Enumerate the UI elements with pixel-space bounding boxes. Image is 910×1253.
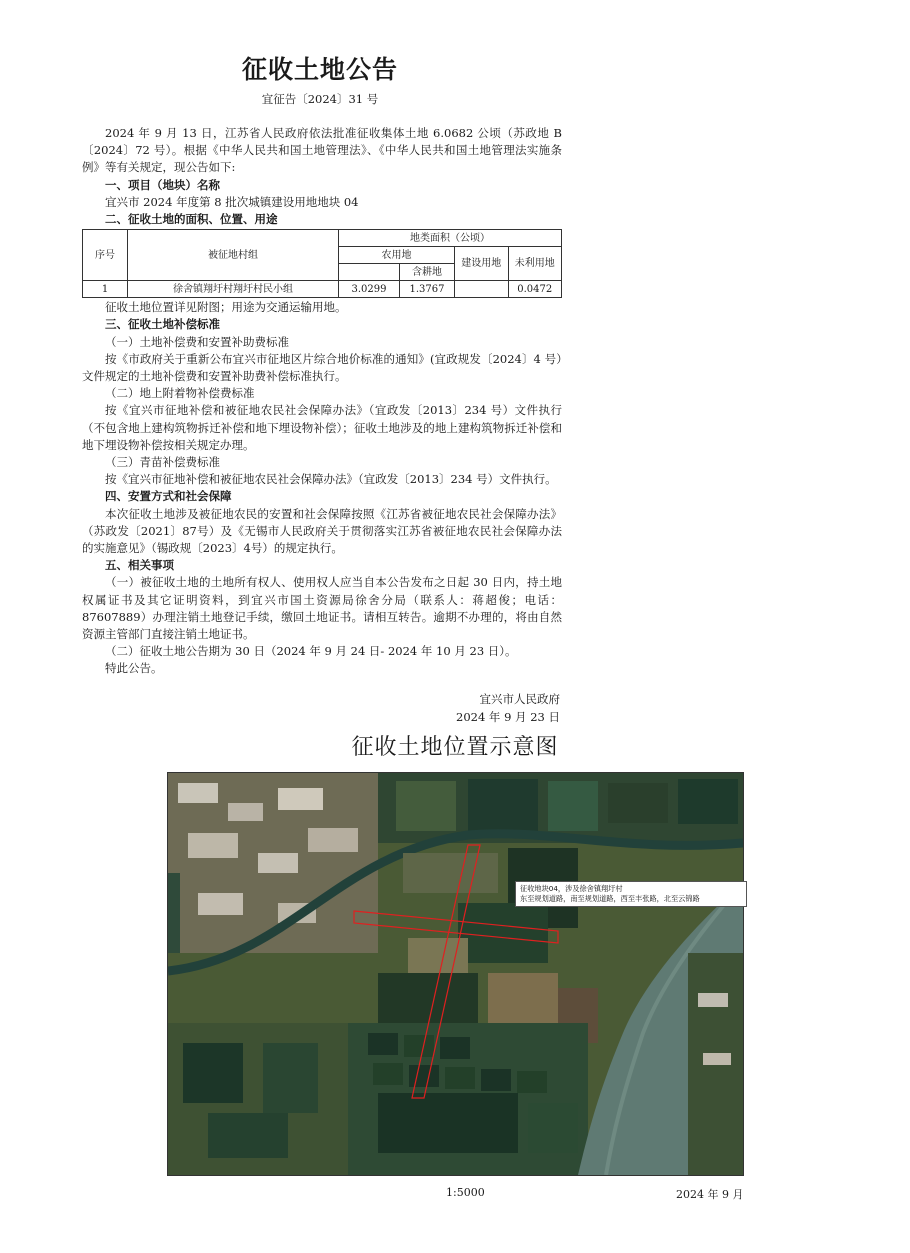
- map-date: 2024 年 9 月: [676, 1188, 744, 1201]
- table-header-no: 序号: [83, 230, 128, 281]
- table-cell-village: 徐舍镇翔圩村翔圩村民小组: [128, 281, 339, 298]
- sub-heading-3-2: （二）地上附着物补偿费标准: [105, 386, 255, 401]
- table-header-village: 被征地村组: [128, 230, 339, 281]
- table-cell-construction: [455, 281, 509, 298]
- notice-body: [82, 125, 562, 678]
- issuer: 宜兴市人民政府: [479, 692, 560, 706]
- issue-date: 2024 年 9 月 23 日: [456, 710, 560, 724]
- table-header-construction: 建设用地: [455, 247, 509, 281]
- paragraph-3-2: 按《宜兴市征地补偿和被征地农民社会保障办法》（宜政发〔2013〕234 号）文件执行（不包含地上建构筑物拆迁补偿和地下埋设物补偿）；征收土地涉及的地上建构筑物拆迁补偿和地下埋设物补偿按相关规定办理。: [82, 403, 562, 452]
- location-note: 征收土地位置详见附图；用途为交通运输用地。: [105, 300, 347, 315]
- table-header-farmland-blank: [339, 264, 400, 281]
- notice-title: 征收土地公告: [241, 55, 398, 84]
- map-title: 征收土地位置示意图: [351, 735, 559, 760]
- signature-block: [400, 690, 560, 726]
- table-cell-no: 1: [83, 281, 128, 298]
- land-area-table: [82, 229, 562, 298]
- table-header-area: 地类面积（公顷）: [339, 230, 562, 247]
- table-header-farmland: 农用地: [339, 247, 455, 264]
- table-header-cultivated: 含耕地: [400, 264, 455, 281]
- closing-line: 特此公告。: [105, 661, 163, 676]
- satellite-map: [168, 773, 743, 1175]
- table-cell-cultivated: 1.3767: [400, 281, 455, 298]
- paragraph-5-2: （二）征收土地公告期为 30 日（2024 年 9 月 24 日- 2024 年 10 月 23 日）。: [105, 644, 517, 659]
- sub-heading-3-3: （三）青苗补偿费标准: [105, 455, 220, 470]
- paragraph-5-1: （一）被征收土地的土地所有权人、使用权人应当自本公告发布之日起 30 日内，持土地权属证书及其它证明资料，到宜兴市国土资源局徐舍分局（联系人：蒋超俊；电话：87607889）办理注销土地登记手续，缴回土地证书。请相互转告。逾期不办理的，将由自然资源主管部门直接注销土地证书。: [82, 575, 562, 642]
- section-heading-1: 一、项目（地块）名称: [105, 177, 220, 192]
- paragraph-3-3: 按《宜兴市征地补偿和被征地农民社会保障办法》（宜政发〔2013〕234 号）文件执行。: [105, 472, 557, 487]
- map-annotation-callout: [515, 881, 747, 907]
- section-heading-3: 三、征收土地补偿标准: [105, 317, 220, 332]
- document-number: 宜征告〔2024〕31 号: [261, 92, 379, 106]
- location-map-image: [167, 772, 744, 1176]
- project-name: 宜兴市 2024 年度第 8 批次城镇建设用地地块 04: [105, 194, 359, 209]
- paragraph-3-1: 按《市政府关于重新公布宜兴市征地区片综合地价标准的通知》(宜政规发〔2024〕4 号）文件规定的土地补偿费和安置补助费补偿标准执行。: [82, 351, 562, 384]
- intro-paragraph: 2024 年 9 月 13 日，江苏省人民政府依法批准征收集体土地 6.0682 公顷（苏政地 B〔2024〕72 号）。根据《中华人民共和国土地管理法》、《中华人民共和国土地管理法实施条例》等有关规定，现公告如下:: [82, 126, 562, 175]
- section-heading-2: 二、征收土地的面积、位置、用途: [105, 212, 278, 227]
- table-cell-farmland: 3.0299: [339, 281, 400, 298]
- table-cell-unused: 0.0472: [508, 281, 562, 298]
- annotation-line-1: 征收地块04，涉及徐舍镇翔圩村: [520, 884, 623, 893]
- annotation-line-2: 东至规划道路，南至规划道路，西至丰张路，北至云锦路: [520, 894, 700, 903]
- table-header-unused: 未利用地: [508, 247, 562, 281]
- section-heading-5: 五、相关事项: [105, 558, 174, 573]
- paragraph-4: 本次征收土地涉及被征地农民的安置和社会保障按照《江苏省被征地农民社会保障办法》（苏政发〔2021〕87号）及《无锡市人民政府关于贯彻落实江苏省被征地农民社会保障办法的实施意见》（锡政规〔2023〕4号）的规定执行。: [82, 506, 562, 556]
- sub-heading-3-1: （一）土地补偿费和安置补助费标准: [105, 334, 289, 349]
- section-heading-4: 四、安置方式和社会保障: [105, 489, 232, 504]
- table-row: [83, 281, 562, 298]
- map-scale: 1:5000: [446, 1186, 485, 1199]
